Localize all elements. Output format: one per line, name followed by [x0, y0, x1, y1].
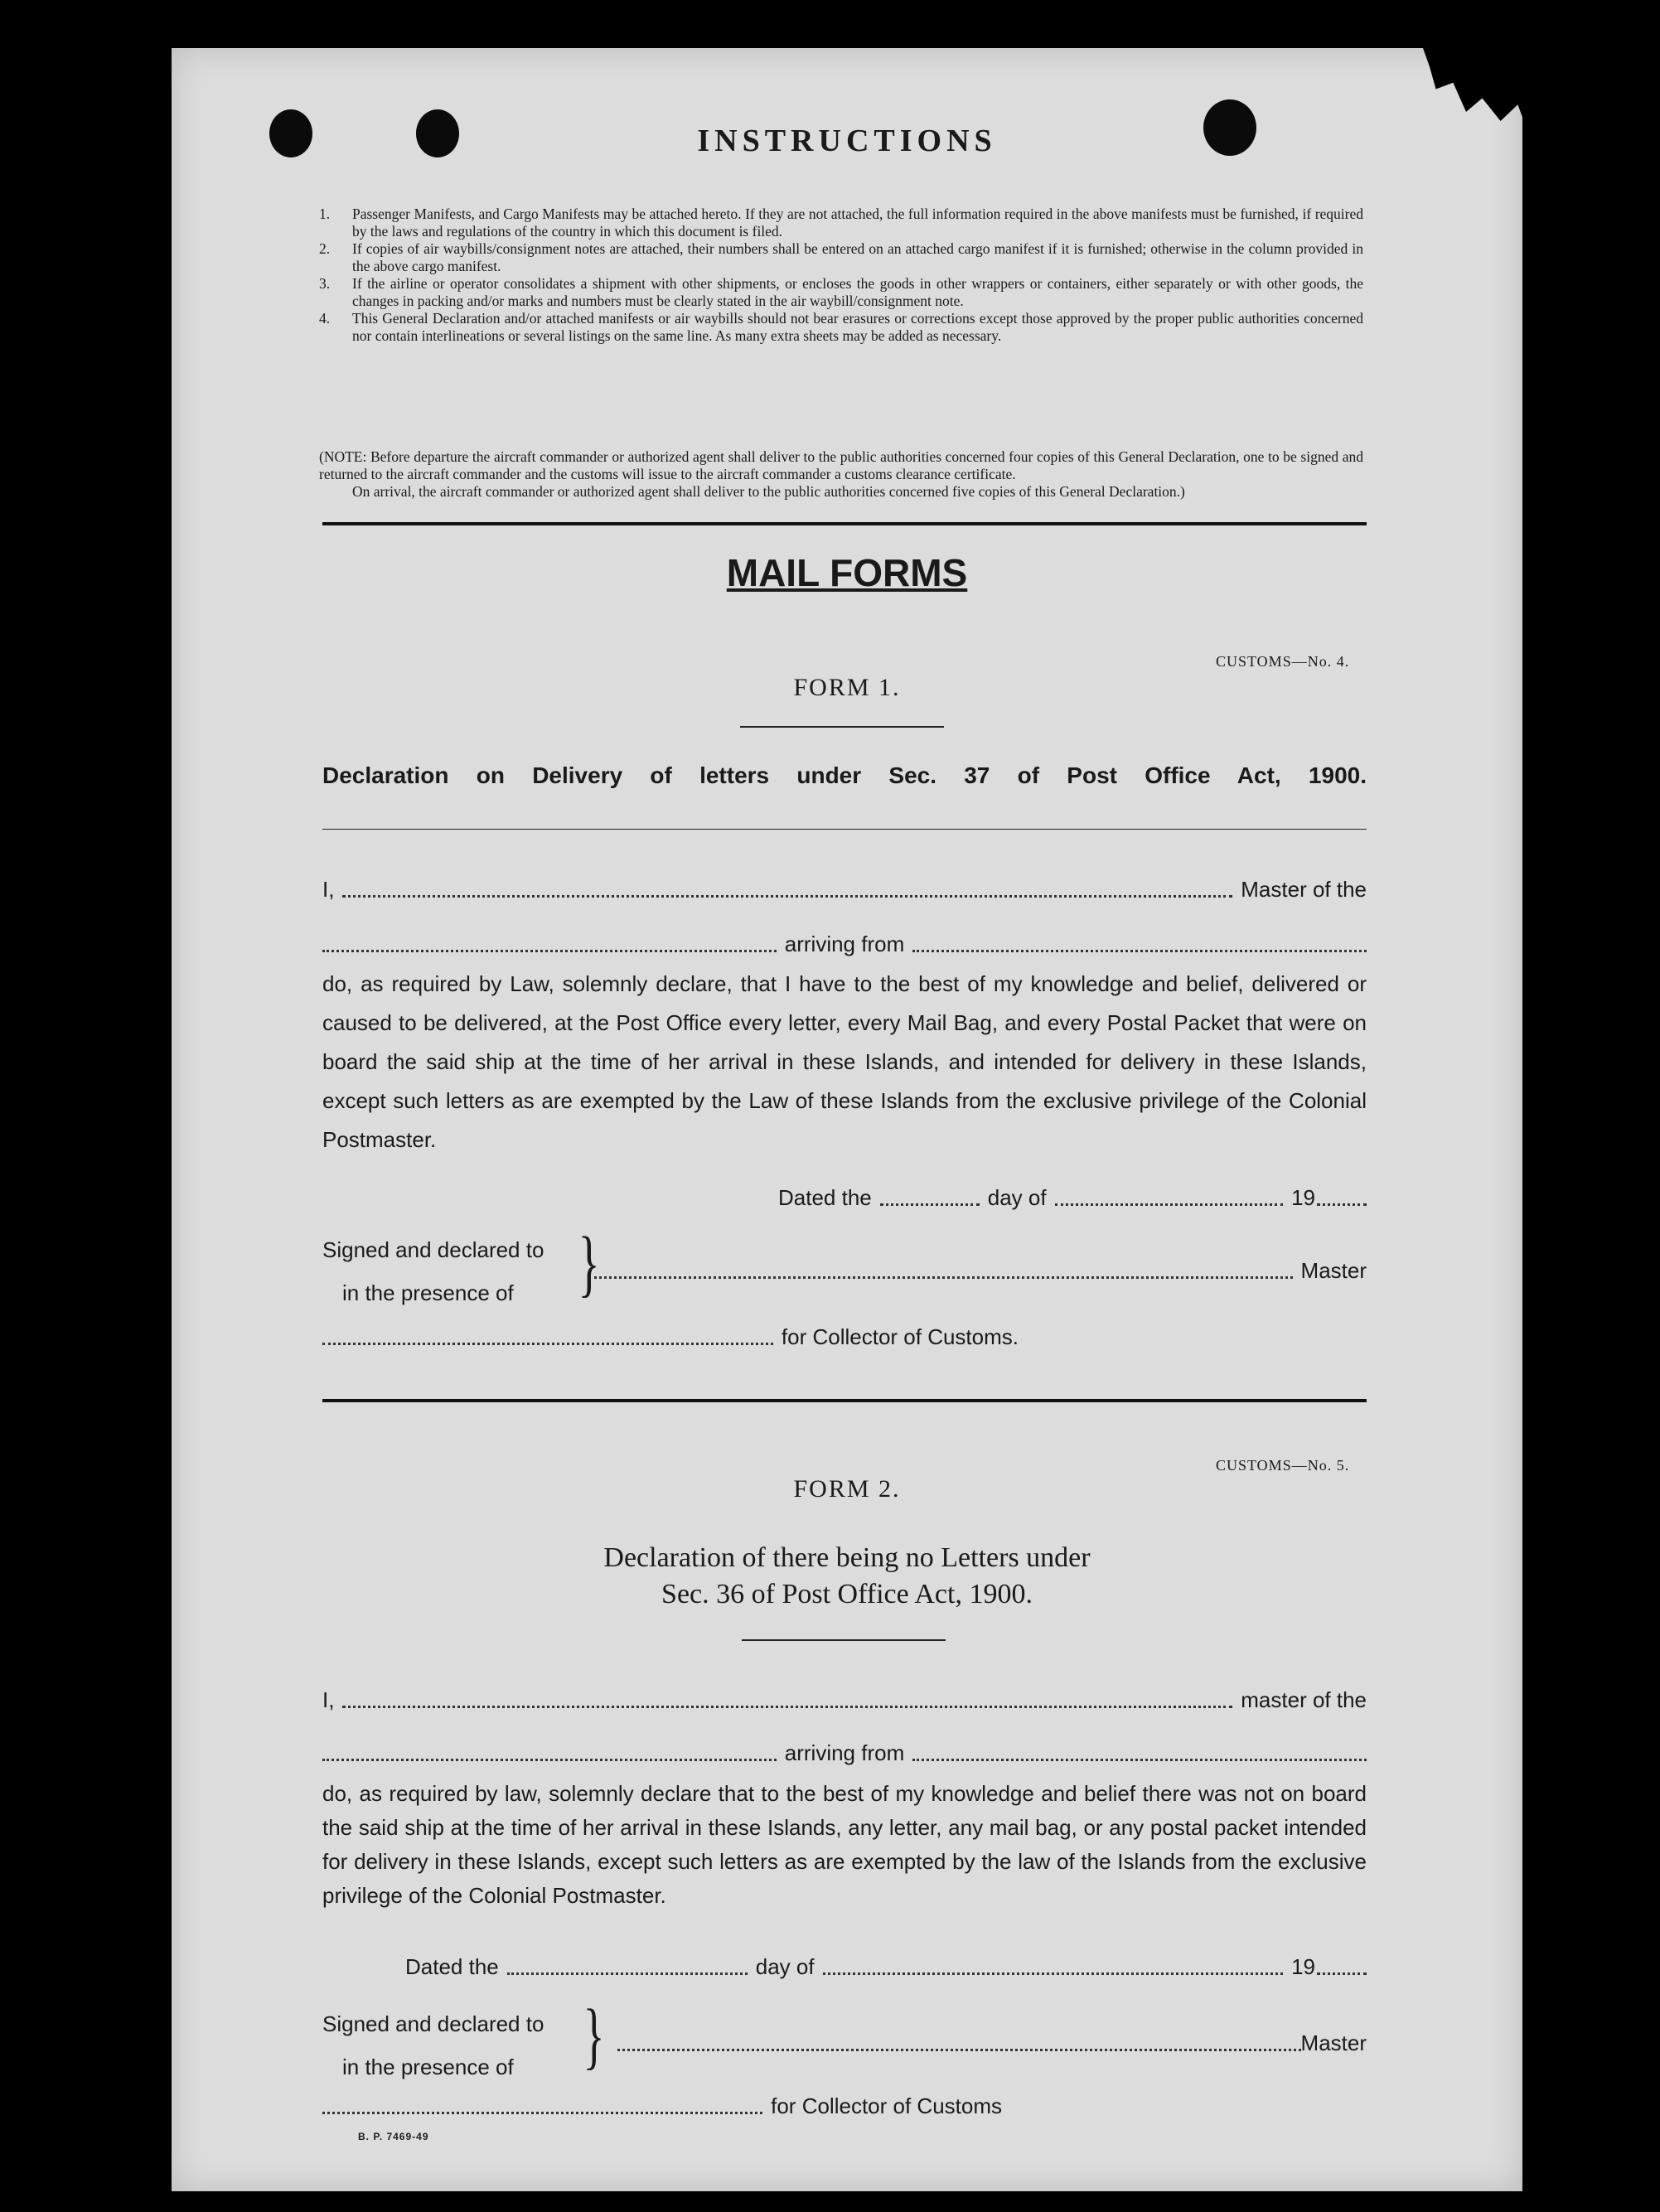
mail-forms-heading: MAIL FORMS [726, 551, 968, 594]
section-divider [322, 1399, 1367, 1402]
instruction-item [319, 240, 1363, 275]
form1-i-label: I, [322, 877, 335, 902]
instruction-item [319, 310, 1363, 345]
form1-signed-label: Signed and declared to [322, 1237, 544, 1262]
form1-signed-block [322, 1228, 544, 1314]
form2-date-month-field[interactable] [823, 1972, 1284, 1975]
form1-master-line [322, 877, 1367, 903]
form1-date-month-field[interactable] [1055, 1203, 1284, 1206]
instructions-title: INSTRUCTIONS [697, 123, 997, 158]
item-text: Passenger Manifests, and Cargo Manifests may be attached hereto. If they are not attached, the full information required in the above manifests must be furnished, if required by the laws and regulations of the country in which this document is filed. [352, 206, 1363, 240]
form2-arriving-from-label: arriving from [784, 1740, 905, 1765]
form2-arriving-from-field[interactable] [912, 1758, 1367, 1761]
document-page [172, 48, 1522, 2191]
form2-date-day-field[interactable] [507, 1972, 748, 1975]
form2-day-of-label: day of [755, 1954, 815, 1979]
form2-title-line1: Declaration of there being no Letters under [603, 1542, 1091, 1573]
form2-i-label: I, [322, 1687, 335, 1712]
note-arrival: On arrival, the aircraft commander or authorized agent shall deliver to the public authorities concerned five copies of this General Declaration.) [352, 483, 1185, 500]
form1-master-name-field[interactable] [342, 894, 1232, 898]
instructions-note [319, 448, 1363, 501]
form1-presence-label: in the presence of [342, 1280, 514, 1305]
form2-collector-label: for Collector of Customs [771, 2093, 1002, 2118]
item-number: 3. [319, 275, 331, 292]
form1-collector-signature-field[interactable] [322, 1342, 773, 1345]
form1-year-field[interactable] [1317, 1203, 1367, 1206]
instructions-list [319, 206, 1363, 345]
form1-brace: } [578, 1222, 600, 1304]
form2-brace: } [583, 1995, 605, 2077]
form2-presence-label: in the presence of [342, 2055, 514, 2079]
form1-title-rule [322, 829, 1367, 830]
form2-dated-the-label: Dated the [405, 1954, 499, 1979]
form1-label: FORM 1. [793, 674, 901, 701]
section-divider [322, 522, 1367, 525]
form1-day-of-label: day of [987, 1185, 1047, 1210]
form2-master-sign-line [617, 2030, 1367, 2056]
form2-underline [742, 1639, 946, 1641]
form2-signed-label: Signed and declared to [322, 2011, 544, 2036]
form1-master-label: Master [1300, 1258, 1367, 1283]
form2-arriving-line [322, 1740, 1367, 1766]
form1-customs-number: CUSTOMS—No. 4. [1216, 653, 1350, 670]
form-code: B. P. 7469-49 [358, 2131, 429, 2142]
item-text: If copies of air waybills/consignment notes are attached, their numbers shall be entered on an attached cargo manifest if it is furnished; otherwise in the column provided in the above cargo manifest. [352, 240, 1363, 274]
form1-master-of-the-label: Master of the [1241, 877, 1367, 902]
form1-arriving-line [322, 932, 1367, 957]
form1-arriving-from-field[interactable] [912, 949, 1367, 952]
form2-title [172, 1540, 1522, 1613]
instruction-item [319, 206, 1363, 240]
form2-master-label: Master [1300, 2030, 1367, 2055]
form2-year-label: 19 [1291, 1954, 1315, 1979]
form2-master-name-field[interactable] [342, 1705, 1232, 1708]
instruction-item [319, 275, 1363, 310]
form2-ship-name-field[interactable] [322, 1758, 777, 1761]
form1-collector-line [322, 1324, 1019, 1350]
form1-arriving-from-label: arriving from [784, 932, 905, 956]
form1-dated-line [778, 1185, 1367, 1211]
form1-collector-label: for Collector of Customs. [781, 1324, 1019, 1349]
form1-underline [740, 726, 944, 728]
form2-master-line [322, 1687, 1367, 1713]
form2-customs-number: CUSTOMS—No. 5. [1216, 1457, 1350, 1474]
form2-declaration-paragraph: do, as required by law, solemnly declare that to the best of my knowledge and belief there was not on board the said ship at the time of her arrival in these Islands, any letter, any mail bag, or any postal packet intended for delivery in these Islands, except such letters as are exempted by the law of the Islands from the exclusive privilege of the Colonial Postmaster. [322, 1781, 1367, 1908]
form1-date-day-field[interactable] [880, 1203, 980, 1206]
item-text: If the airline or operator consolidates a shipment with other shipments, or encloses the goods in other wrappers or containers, either separately or with other goods, the changes in packing and/or marks and numbers must be clearly stated in the air waybill/consignment note. [352, 275, 1363, 309]
item-number: 2. [319, 240, 331, 257]
form1-declaration-title: Declaration on Delivery of letters under Sec. 37 of Post Office Act, 1900. [322, 762, 1367, 788]
form1-ship-name-field[interactable] [322, 949, 777, 952]
item-text: This General Declaration and/or attached manifests or air waybills should not bear erasures or corrections except those approved by the proper public authorities concerned nor contain interlineations or several listings on the same line. As many extra sheets may be added as necessary. [352, 310, 1363, 344]
note-departure: (NOTE: Before departure the aircraft commander or authorized agent shall deliver to the public authorities concerned four copies of this General Declaration, one to be signed and returned to the aircraft commander and the customs will issue to the aircraft commander a customs clearance certificate. [319, 448, 1363, 482]
form2-label: FORM 2. [793, 1475, 901, 1503]
form2-master-of-the-label: master of the [1241, 1687, 1367, 1712]
form2-master-signature-field[interactable] [617, 2048, 1301, 2051]
form2-dated-line [405, 1954, 1367, 1980]
form2-collector-line [322, 2093, 1002, 2119]
form1-master-signature-field[interactable] [594, 1275, 1293, 1279]
form1-master-sign-line [594, 1258, 1367, 1284]
form1-year-label: 19 [1291, 1185, 1315, 1210]
item-number: 1. [319, 206, 331, 222]
form1-dated-the-label: Dated the [778, 1185, 872, 1210]
form2-year-field[interactable] [1317, 1972, 1367, 1975]
form1-declaration-paragraph: do, as required by Law, solemnly declare, that I have to the best of my knowledge and belief, delivered or caused to be delivered, at the Post Office every letter, every Mail Bag, and every Postal Packet that were on board the said ship at the time of her arrival in these Islands, and intended for delivery in these Islands, except such letters as are exempted by the Law of these Islands from the exclusive privilege of the Colonial Postmaster. [322, 971, 1367, 1152]
form2-signed-block [322, 2002, 544, 2089]
item-number: 4. [319, 310, 331, 327]
form2-collector-signature-field[interactable] [322, 2111, 762, 2114]
form2-title-line2: Sec. 36 of Post Office Act, 1900. [661, 1579, 1033, 1609]
